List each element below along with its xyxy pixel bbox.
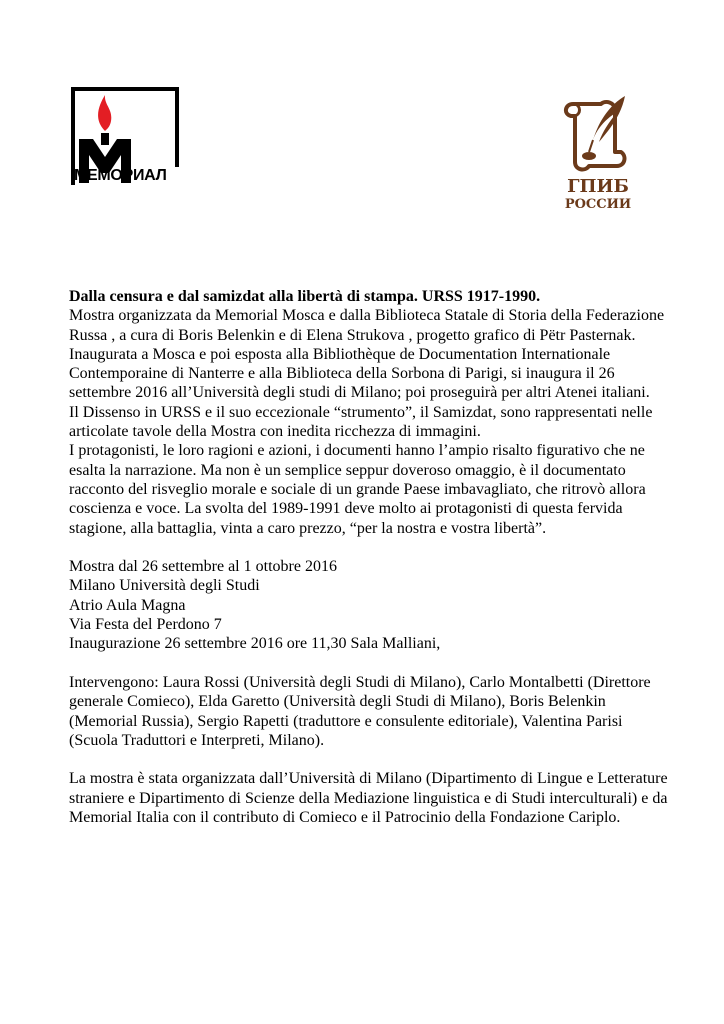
spacer	[69, 538, 669, 557]
detail-venue: Milano Università degli Studi	[69, 577, 260, 595]
gpib-line1: ГПИБ	[567, 176, 629, 197]
spacer	[69, 654, 669, 673]
flame-icon	[98, 95, 111, 131]
paragraph-speakers: Intervengono: Laura Rossi (Università degli Studi di Milano), Carlo Montalbetti (Direttore generale Comieco), Elda Garetto (Università degli Studi di Milano), Boris Belenkin (Memorial Russia), Sergio Rapetti (traduttore e consulente editoriale), Valentina Parisi (Scuola Traduttori e Interpreti, Milano).	[69, 673, 651, 749]
paragraph-organizers: La mostra è stata organizzata dall’Università di Milano (Dipartimento di Lingue e Letterature straniere e Dipartimento di Scienze della Mediazione linguistica e di Studi interculturali) e da Memorial Italia con il contributo di Comieco e il Patrocinio della Fondazione Cariplo.	[69, 770, 668, 827]
paragraph-exhibit-organizers: Mostra organizzata da Memorial Mosca e dalla Biblioteca Statale di Storia della Federazione Russa , a cura di Boris Belenkin e di Elena Strukova , progetto grafico di Pëtr Pasternak.	[69, 307, 665, 344]
detail-address: Via Festa del Perdono 7	[69, 616, 222, 634]
paragraph-dissent: Il Dissenso in URSS e il suo eccezionale “strumento”, il Samizdat, sono rappresentati nelle articolate tavole della Mostra con inedita ricchezza di immagini.	[69, 403, 653, 441]
detail-dates: Mostra dal 26 settembre al 1 ottobre 2016	[69, 558, 337, 576]
gpib-line2: РОССИИ	[564, 197, 632, 212]
spacer	[69, 750, 669, 769]
document-body	[69, 287, 669, 827]
memorial-wordmark: МЕМОРИАЛ	[74, 167, 167, 184]
quill-scroll-icon	[555, 90, 641, 176]
paragraph-inauguration: Inaugurata a Mosca e poi esposta alla Bibliothèque de Documentation Internationale Contemporaine di Nanterre e alla Biblioteca della Sorbona di Parigi, si inaugura il 26 settembre 2016 all’Università degli studi di Milano; poi proseguirà per altri Atenei italiani.	[69, 345, 650, 402]
detail-inauguration: Inaugurazione 26 settembre 2016 ore 11,30 Sala Malliani,	[69, 635, 441, 653]
memorial-logo	[71, 87, 179, 197]
gpib-logo	[555, 90, 641, 215]
document-title: Dalla censura e dal samizdat alla libertà di stampa. URSS 1917-1990.	[69, 288, 541, 305]
detail-hall: Atrio Aula Magna	[69, 596, 186, 614]
paragraph-protagonists: I protagonisti, le loro ragioni e azioni, i documenti hanno l’ampio risalto figurativo che ne esalta la narrazione. Ma non è un semplice seppur doveroso omaggio, è il documentato racconto del risveglio morale e sociale di un grande Paese imbavagliato, che ritrovò allora coscienza e voce. La svolta del 1989-1991 deve molto ai protagonisti di questa fervida stagione, alla battaglia, vinta a caro prezzo, “per la nostra e vostra libertà”.	[69, 442, 646, 537]
